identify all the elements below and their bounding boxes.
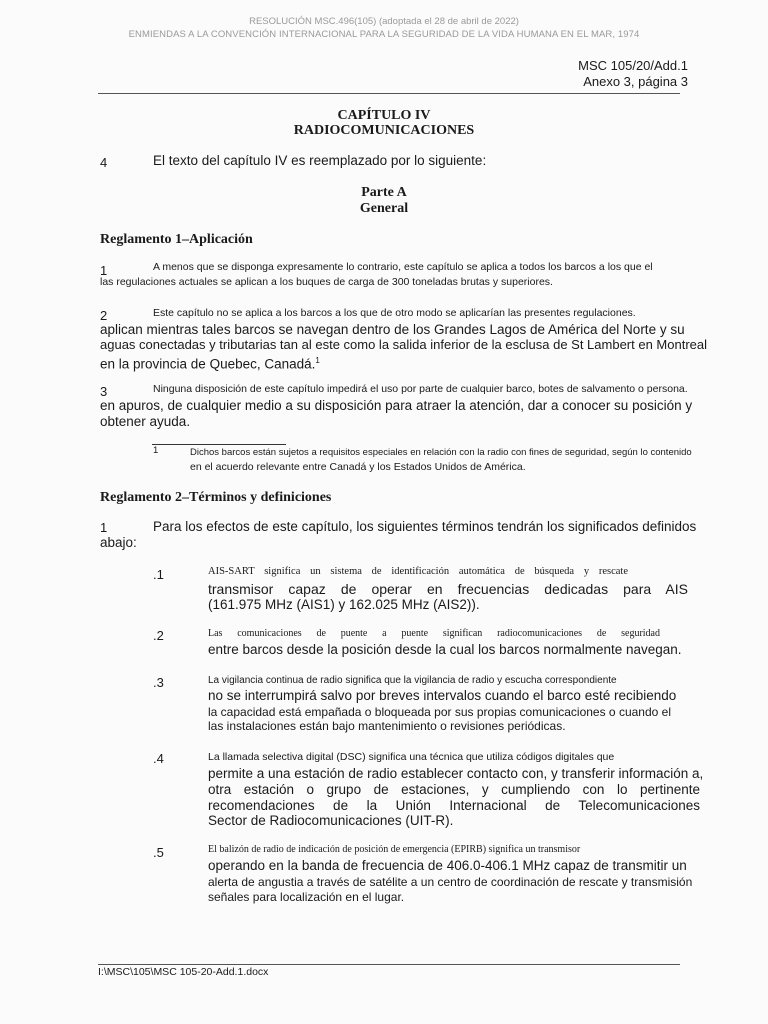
reg1-p1-line1: A menos que se disponga expresamente lo contrario, este capítulo se aplica a todos los barcos a los que el: [153, 261, 653, 273]
def2-line2: entre barcos desde la posición desde la cual los barcos normalmente navegan.: [208, 642, 682, 657]
part-title: Parte A: [361, 185, 407, 200]
def4-line5: Sector de Radiocomunicaciones (UIT-R).: [208, 813, 454, 828]
def1-line2: transmisor capaz de operar en frecuencias dedicadas para AIS: [208, 581, 688, 597]
def3-line3: la capacidad está empañada o bloqueada por sus propias comunicaciones o cuando el: [208, 705, 671, 719]
intro-text: El texto del capítulo IV es reemplazado por lo siguiente:: [153, 153, 487, 168]
reg1-p1-number: 1: [100, 263, 108, 278]
header-rule: [98, 93, 680, 94]
reg1-p2-line4-text: en la provincia de Quebec, Canadá.: [100, 356, 316, 372]
intro-number: 4: [100, 155, 108, 170]
regulation-1-heading: Reglamento 1–Aplicación: [100, 232, 253, 247]
def4-line4: recomendaciones de la Unión Internacional de Telecomunicaciones: [208, 798, 700, 813]
def5-line4: señales para localización en el lugar.: [208, 890, 405, 904]
def1-number: .1: [153, 567, 164, 582]
def3-line4: las instalaciones están bajo mantenimiento o revisiones periódicas.: [208, 719, 566, 733]
def3-line2: no se interrumpirá salvo por breves intervalos cuando el barco esté recibiendo: [208, 688, 677, 703]
reg1-p1-line2: las regulaciones actuales se aplican a los buques de carga de 300 toneladas brutas y superiores.: [100, 276, 553, 288]
chapter-subtitle: RADIOCOMUNICACIONES: [293, 123, 475, 138]
reg1-p3-line3: obtener ayuda.: [100, 414, 191, 429]
page-reference: Anexo 3, página 3: [583, 74, 688, 89]
def4-line3: otra estación o grupo de estaciones, y cumpliendo con lo pertinente: [208, 782, 700, 797]
footer-rule: [98, 964, 680, 965]
reg2-p1-number: 1: [100, 520, 108, 535]
footnote-line1: Dichos barcos están sujetos a requisitos especiales en relación con la radio con fines de seguridad, según lo contenido: [190, 447, 692, 458]
reg1-p2-line3: aguas conectadas y tributarias tan al este como la salida inferior de la esclusa de St Lambert en Montreal: [100, 337, 708, 352]
reg2-p1-line1: Para los efectos de este capítulo, los siguientes términos tendrán los significados definidos: [153, 519, 697, 534]
part-subtitle: General: [359, 201, 409, 216]
def4-line2: permite a una estación de radio establecer contacto con, y transferir información a,: [208, 766, 704, 781]
reg1-p3-line2: en apuros, de cualquier medio a su disposición para atraer la atención, dar a conocer su posición y: [100, 398, 693, 413]
def5-number: .5: [153, 845, 164, 860]
document-header-line2: ENMIENDAS A LA CONVENCIÓN INTERNACIONAL PARA LA SEGURIDAD DE LA VIDA HUMANA EN EL MAR, 1974: [128, 29, 640, 40]
def2-line1: Las comunicaciones de puente a puente significan radiocomunicaciones de seguridad: [208, 628, 660, 639]
def5-line3: alerta de angustia a través de satélite a un centro de coordinación de rescate y transmisión: [208, 875, 693, 889]
def5-line2: operando en la banda de frecuencia de 406.0-406.1 MHz capaz de transmitir un: [208, 858, 687, 873]
reg1-p2-number: 2: [100, 308, 108, 323]
footnote-number: 1: [153, 445, 159, 456]
reg1-p2-line2: aplican mientras tales barcos se navegan dentro de los Grandes Lagos de América del Norte y su: [100, 322, 685, 337]
reg2-p1-line2: abajo:: [100, 535, 137, 550]
def1-line3: (161.975 MHz (AIS1) y 162.025 MHz (AIS2)).: [208, 597, 480, 612]
footer-file-path: I:\MSC\105\MSC 105-20-Add.1.docx: [98, 966, 269, 978]
def4-number: .4: [153, 751, 164, 766]
reg1-p2-line1: Este capítulo no se aplica a los barcos a los que de otro modo se aplicarían las presentes regulaciones.: [153, 307, 636, 319]
regulation-2-heading: Reglamento 2–Términos y definiciones: [100, 490, 332, 505]
footnote-line2: en el acuerdo relevante entre Canadá y los Estados Unidos de América.: [190, 461, 526, 473]
def3-number: .3: [153, 675, 164, 690]
reg1-p2-line4: [100, 353, 320, 373]
footnote-ref-1[interactable]: 1: [315, 356, 320, 365]
document-reference: MSC 105/20/Add.1: [578, 58, 688, 73]
def5-line1: El balizón de radio de indicación de posición de emergencia (EPIRB) significa un transmisor: [208, 844, 581, 855]
def2-number: .2: [153, 628, 164, 643]
footnote-separator: [152, 444, 286, 445]
chapter-title: CAPÍTULO IV: [337, 108, 431, 123]
def3-line1: La vigilancia continua de radio significa que la vigilancia de radio y escucha correspondiente: [208, 675, 617, 686]
reg1-p3-line1: Ninguna disposición de este capítulo impedirá el uso por parte de cualquier barco, botes de salvamento o persona.: [153, 383, 688, 395]
def1-line1: AIS-SART significa un sistema de identificación automática de búsqueda y rescate: [208, 566, 628, 577]
document-header-line1: RESOLUCIÓN MSC.496(105) (adoptada el 28 de abril de 2022): [249, 16, 519, 27]
def4-line1: La llamada selectiva digital (DSC) significa una técnica que utiliza códigos digitales que: [208, 751, 615, 763]
reg1-p3-number: 3: [100, 384, 108, 399]
